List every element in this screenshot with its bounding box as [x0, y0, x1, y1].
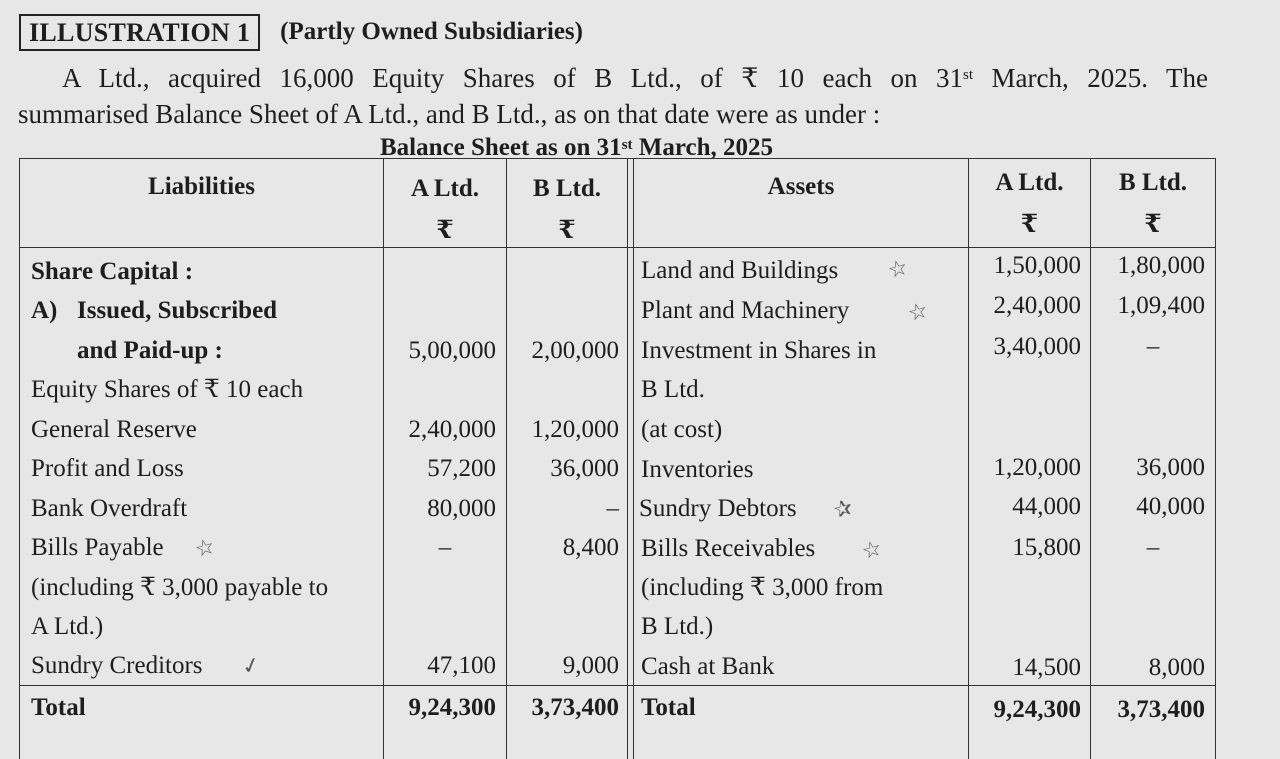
rupee-symbol: ₹ [1144, 211, 1162, 238]
a-ltd-assets-header: A Ltd. [995, 169, 1064, 196]
land-b-value: 1,80,000 [1117, 252, 1205, 279]
bills-payable-label: Bills Payable [31, 534, 164, 561]
pencil-star-mark-icon: ☆ [884, 253, 911, 284]
cash-b-value: 8,000 [1148, 654, 1205, 681]
issued-prefix: A) [31, 297, 58, 324]
issued-a-value: 5,00,000 [408, 337, 496, 364]
intro-line-1: A Ltd., acquired 16,000 Equity Shares of B Ltd., of ₹ 10 each on 31st March, 2025. The [62, 63, 1208, 93]
cash-at-bank-label: Cash at Bank [641, 653, 775, 680]
plant-a-value: 2,40,000 [993, 292, 1081, 319]
a-ltd-header: A Ltd. [410, 175, 480, 202]
intro-paragraph [18, 60, 1208, 132]
header-divider [20, 247, 1215, 248]
share-capital-label: Share Capital : [31, 258, 194, 285]
pencil-star-mark-icon: ☆ [191, 532, 218, 563]
bills-receivable-note: B Ltd.) [641, 613, 714, 640]
sundry-creditors-a-value: 47,100 [427, 652, 496, 679]
liabilities-total-label: Total [31, 694, 86, 721]
sundry-debtors-a-value: 44,000 [1012, 493, 1081, 520]
general-reserve-a-value: 2,40,000 [408, 416, 496, 443]
bills-receivable-label: Bills Receivables [641, 535, 816, 562]
pencil-star-mark-icon: ✰ [830, 494, 856, 523]
sundry-creditors-label: Sundry Creditors [31, 652, 203, 679]
sundry-creditors-b-value: 9,000 [562, 652, 619, 679]
column-divider [627, 159, 628, 759]
assets-total-label: Total [641, 694, 696, 721]
assets-total-b-value: 3,73,400 [1117, 696, 1205, 723]
inventories-label: Inventories [641, 456, 754, 483]
bills-payable-b-value: 8,400 [562, 534, 619, 561]
inventories-a-value: 1,20,000 [993, 454, 1081, 481]
plant-b-value: 1,09,400 [1117, 292, 1205, 319]
general-reserve-b-value: 1,20,000 [531, 416, 619, 443]
bills-payable-a-value: – [438, 534, 452, 561]
land-buildings-label: Land and Buildings [641, 257, 839, 284]
total-divider [20, 685, 1215, 686]
profit-loss-a-value: 57,200 [427, 455, 496, 482]
bills-receivable-note: (including ₹ 3,000 from [641, 574, 884, 601]
sundry-debtors-b-value: 40,000 [1136, 493, 1205, 520]
sundry-debtors-label: Sundry Debtors [639, 495, 797, 522]
investment-b-value: – [1146, 333, 1160, 360]
bills-payable-note: (including ₹ 3,000 payable to [31, 574, 329, 601]
equity-shares-label: Equity Shares of ₹ 10 each [31, 376, 304, 403]
b-ltd-header: B Ltd. [532, 175, 602, 202]
assets-total-a-value: 9,24,300 [993, 696, 1081, 723]
rupee-symbol: ₹ [436, 217, 454, 244]
profit-loss-b-value: 36,000 [550, 455, 619, 482]
intro-line-2: summarised Balance Sheet of A Ltd., and B Ltd., as on that date were as under : [18, 99, 881, 129]
pencil-star-mark-icon: ☆ [858, 534, 885, 565]
pencil-star-mark-icon: ☆ [904, 296, 931, 327]
issued-label-line1: Issued, Subscribed [77, 297, 278, 324]
bills-receivable-b-value: – [1146, 534, 1160, 561]
land-a-value: 1,50,000 [993, 252, 1081, 279]
bills-payable-note: A Ltd.) [31, 613, 104, 640]
issued-b-value: 2,00,000 [531, 337, 619, 364]
investment-label-line1: Investment in Shares in [641, 337, 877, 364]
liabilities-total-b-value: 3,73,400 [531, 694, 619, 721]
general-reserve-label: General Reserve [31, 416, 197, 443]
liabilities-total-a-value: 9,24,300 [408, 694, 496, 721]
illustration-heading [19, 14, 583, 50]
rupee-symbol: ₹ [1020, 211, 1039, 238]
bills-receivable-a-value: 15,800 [1012, 534, 1081, 561]
investment-a-value: 3,40,000 [993, 333, 1081, 360]
cash-a-value: 14,500 [1012, 654, 1081, 681]
balance-sheet-table [19, 158, 1216, 759]
profit-loss-label: Profit and Loss [31, 455, 184, 482]
plant-machinery-label: Plant and Machinery [641, 297, 850, 324]
investment-label-line2: B Ltd. [641, 376, 705, 403]
bank-overdraft-label: Bank Overdraft [31, 495, 188, 522]
assets-header: Assets [767, 173, 835, 200]
illustration-label: ILLUSTRATION 1 [19, 14, 260, 51]
investment-label-line3: (at cost) [641, 416, 723, 443]
b-ltd-assets-header: B Ltd. [1118, 169, 1188, 196]
issued-label-line2: and Paid-up : [77, 337, 223, 364]
column-divider [633, 159, 634, 759]
bank-overdraft-a-value: 80,000 [427, 495, 496, 522]
illustration-subtitle: (Partly Owned Subsidiaries) [280, 18, 583, 45]
balance-sheet-title: Balance Sheet as on 31st March, 2025 [380, 134, 774, 161]
liabilities-header: Liabilities [148, 173, 255, 200]
rupee-symbol: ₹ [558, 217, 576, 244]
bank-overdraft-b-value: – [606, 495, 619, 522]
inventories-b-value: 36,000 [1136, 454, 1205, 481]
pencil-tick-mark-icon: ✓ [238, 651, 264, 680]
